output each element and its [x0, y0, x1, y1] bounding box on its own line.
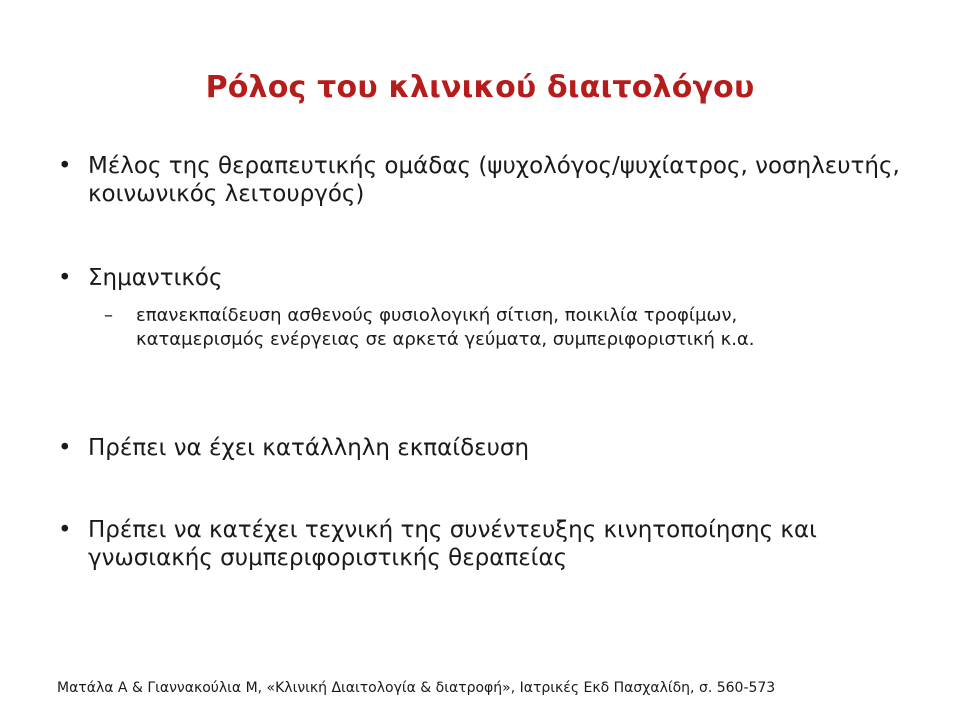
bullet-item-technique [58, 516, 918, 572]
bullet-item-team-member [58, 152, 918, 208]
sub-item-reeducation [104, 304, 844, 352]
sub-bullet-marker: – [104, 305, 113, 326]
bullet-item-important [58, 264, 918, 292]
bullet-marker: • [58, 265, 72, 291]
sub-bullet-text: επανεκπαίδευση ασθενούς φυσιολογική σίτιση, ποικιλία τροφίμων, καταμερισμός ενέργειας σε αρκετά γεύματα, συμπεριφοριστική κ.α. [136, 305, 755, 350]
citation-footer: Ματάλα Α & Γιαννακούλια Μ, «Κλινική Διαιτολογία & διατροφή», Ιατρικές Εκδ Πασχαλίδη, σ. 560-573 [57, 680, 776, 696]
bullet-text: Σημαντικός [88, 265, 223, 291]
bullet-text: Πρέπει να έχει κατάλληλη εκπαίδευση [88, 435, 530, 461]
slide-title: Ρόλος του κλινικού διαιτολόγου [205, 70, 755, 105]
bullet-marker: • [58, 435, 72, 461]
bullet-item-training [58, 434, 918, 462]
bullet-marker: • [58, 517, 72, 543]
bullet-text: Πρέπει να κατέχει τεχνική της συνέντευξης κινητοποίησης και γνωσιακής συμπεριφοριστικής θεραπείας [88, 517, 817, 571]
bullet-text: Μέλος της θεραπευτικής ομάδας (ψυχολόγος/ψυχίατρος, νοσηλευτής, κοινωνικός λειτουργός) [88, 153, 900, 207]
bullet-marker: • [58, 153, 72, 179]
